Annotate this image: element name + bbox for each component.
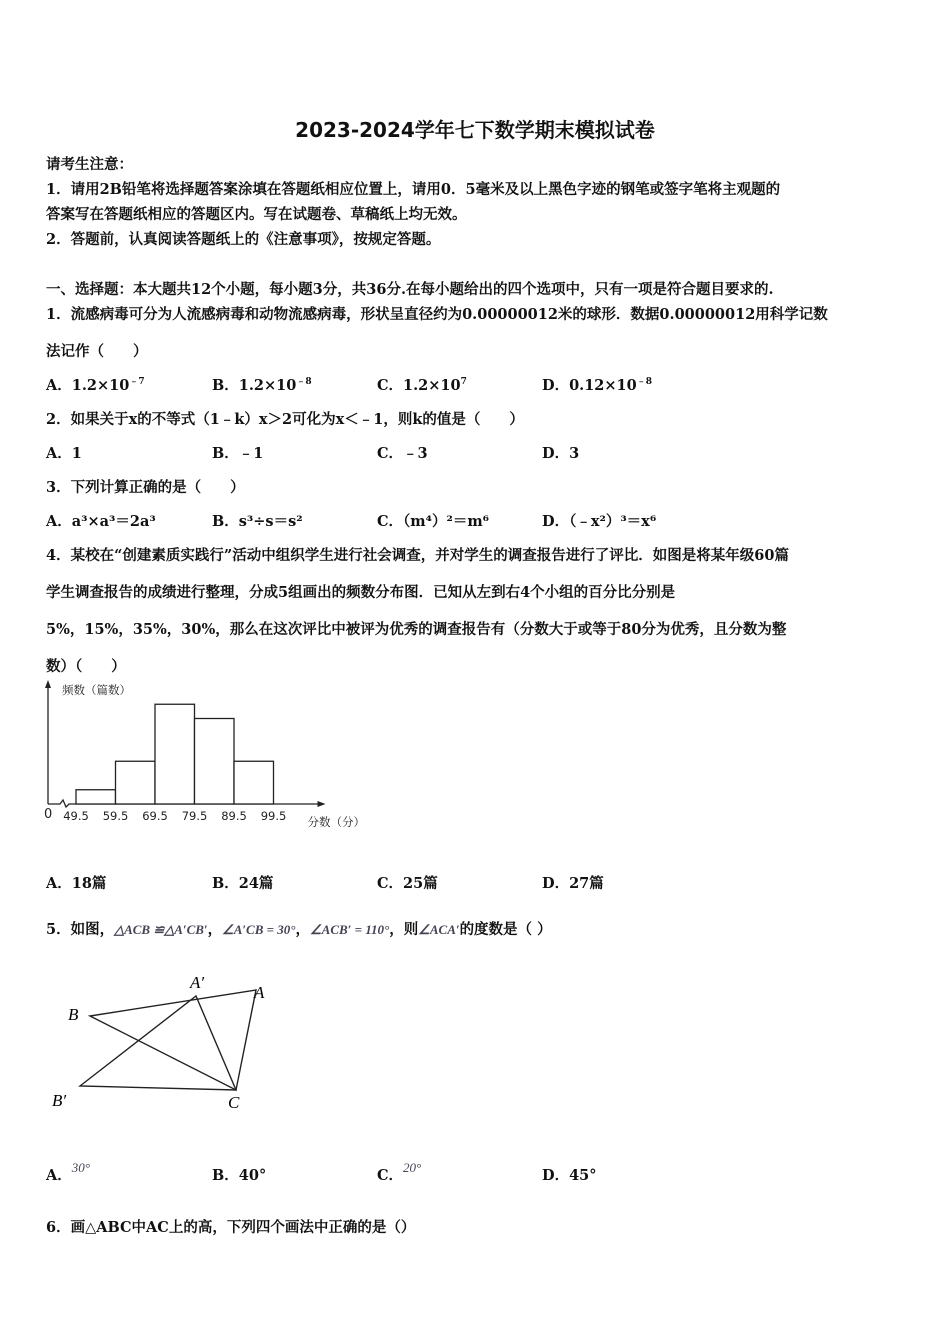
x-tick-label: 89.5 xyxy=(221,809,247,823)
q5-option-d: D．45° xyxy=(542,1167,597,1184)
x-tick-label: 59.5 xyxy=(102,809,129,823)
x-axis-label: 分数（分） xyxy=(307,815,365,829)
q1-option-b: B．$1.2\times 10^{﹣8}$ xyxy=(212,377,312,394)
y-axis-label: 频数（篇数） xyxy=(62,683,131,697)
histogram-plot xyxy=(44,680,365,829)
q5-target-angle: ∠ACA′ xyxy=(418,922,460,937)
q5-prefix: 5．如图， xyxy=(46,921,115,938)
q4-stem-line1: 4．某校在“创建素质实践行”活动中组织学生进行社会调查，并对学生的调查报告进行了评比．如图是将某年级60篇 xyxy=(46,547,789,564)
q2-option-b: B．﹣1 xyxy=(212,445,264,462)
q4-stem-line2: 学生调查报告的成绩进行整理，分成5组画出的频数分布图．已知从左到右4个小组的百分比分别是 xyxy=(46,584,676,601)
q2-option-d: D．3 xyxy=(542,445,580,462)
histogram-bar xyxy=(116,761,156,804)
triangle-acb xyxy=(90,990,256,1090)
histogram-bar xyxy=(234,761,274,804)
q5-option-b: B．40° xyxy=(212,1167,267,1184)
x-tick-label: 49.5 xyxy=(63,809,89,823)
histogram-bar xyxy=(155,704,195,804)
q5-option-a: A．30° xyxy=(46,1160,90,1184)
q3-option-c: C．（m⁴）²＝m⁶ xyxy=(377,513,490,530)
x-tick-label: 79.5 xyxy=(181,809,208,823)
x-axis-arrow xyxy=(318,801,326,807)
label-a: A xyxy=(254,983,265,1002)
notice-heading: 请考生注意： xyxy=(46,156,133,173)
q1-option-a: A．$1.2\times 10^{﹣7}$ xyxy=(46,377,145,394)
q4-stem-line4: 数）（ ） xyxy=(46,658,126,675)
q3-option-b: B．s³÷s＝s² xyxy=(212,513,303,530)
q5-option-c: C．20° xyxy=(377,1160,422,1184)
x-tick-label: 69.5 xyxy=(142,809,168,823)
label-b: B xyxy=(68,1005,79,1024)
q5-angle-acb2: ∠ACB′ = 110° xyxy=(310,922,390,937)
q1-option-c: C．$1.2\times 10^7$ xyxy=(377,377,467,394)
page-title: 2023-2024学年七下数学期末模拟试卷 xyxy=(295,118,655,142)
label-a2: A′ xyxy=(190,973,205,992)
section-heading: 一、选择题：本大题共12个小题，每小题3分，共36分.在每小题给出的四个选项中，只有一项是符合题目要求的. xyxy=(46,281,774,298)
y-axis-arrow xyxy=(45,680,51,688)
histogram-bar xyxy=(195,719,235,805)
q3-option-d: D．（﹣x²）³＝x⁶ xyxy=(542,513,657,530)
triangle-a2cb2 xyxy=(80,996,236,1090)
q4-stem-line3: 5%，15%，35%，30%，那么在这次评比中被评为优秀的调查报告有（分数大于或等于80分为优秀，且分数为整 xyxy=(46,621,787,638)
notice-line-3: 2．答题前，认真阅读答题纸上的《注意事项》，按规定答题。 xyxy=(46,231,441,248)
origin-label: 0 xyxy=(44,807,53,822)
q4-option-d: D．27篇 xyxy=(542,875,604,892)
q5-angle-a2cb: ∠A′CB = 30° xyxy=(222,922,296,937)
q3-stem: 3．下列计算正确的是（ ） xyxy=(46,479,245,496)
q1-stem-line1: 1．流感病毒可分为人流感病毒和动物流感病毒，形状呈直径约为0.00000012米的球形．数据0.00000012用科学记数 xyxy=(46,306,828,323)
triangle-figure xyxy=(40,960,290,1120)
q5-stem: 5．如图，△ACB ≌△A′CB′，∠A′CB = 30°，∠ACB′ = 110°，则∠ACA′的度数是（ ） xyxy=(46,921,552,938)
q5-mid: ，则 xyxy=(389,921,419,938)
q4-option-b: B．24篇 xyxy=(212,875,274,892)
q2-stem: 2．如果关于x的不等式（1﹣k）x＞2可化为x＜﹣1，则k的值是（ ） xyxy=(46,411,524,428)
q6-stem: 6．画△ABC中AC上的高，下列四个画法中正确的是（） xyxy=(46,1219,416,1236)
label-b2: B′ xyxy=(52,1091,67,1110)
q3-option-a: A．a³×a³＝2a³ xyxy=(46,513,156,530)
q1-option-d: D．$0.12\times 10^{﹣8}$ xyxy=(542,377,652,394)
q5-congruence: △ACB ≌△A′CB′ xyxy=(114,922,208,937)
q2-option-c: C．﹣3 xyxy=(377,445,428,462)
q4-option-c: C．25篇 xyxy=(377,875,438,892)
histogram-bar xyxy=(76,790,116,804)
notice-line-1: 1．请用2B铅笔将选择题答案涂填在答题纸相应位置上，请用0．5毫米及以上黑色字迹的钢笔或签字笔将主观题的 xyxy=(46,181,781,198)
q2-option-a: A．1 xyxy=(46,445,82,462)
q4-option-a: A．18篇 xyxy=(46,875,107,892)
label-c: C xyxy=(228,1093,240,1112)
q5-suffix: 的度数是（ ） xyxy=(459,921,552,938)
q1-stem-line2: 法记作（ ） xyxy=(46,343,148,360)
notice-line-2: 答案写在答题纸相应的答题区内。写在试题卷、草稿纸上均无效。 xyxy=(46,206,467,223)
frequency-histogram xyxy=(40,680,380,840)
x-tick-label: 99.5 xyxy=(260,809,287,823)
